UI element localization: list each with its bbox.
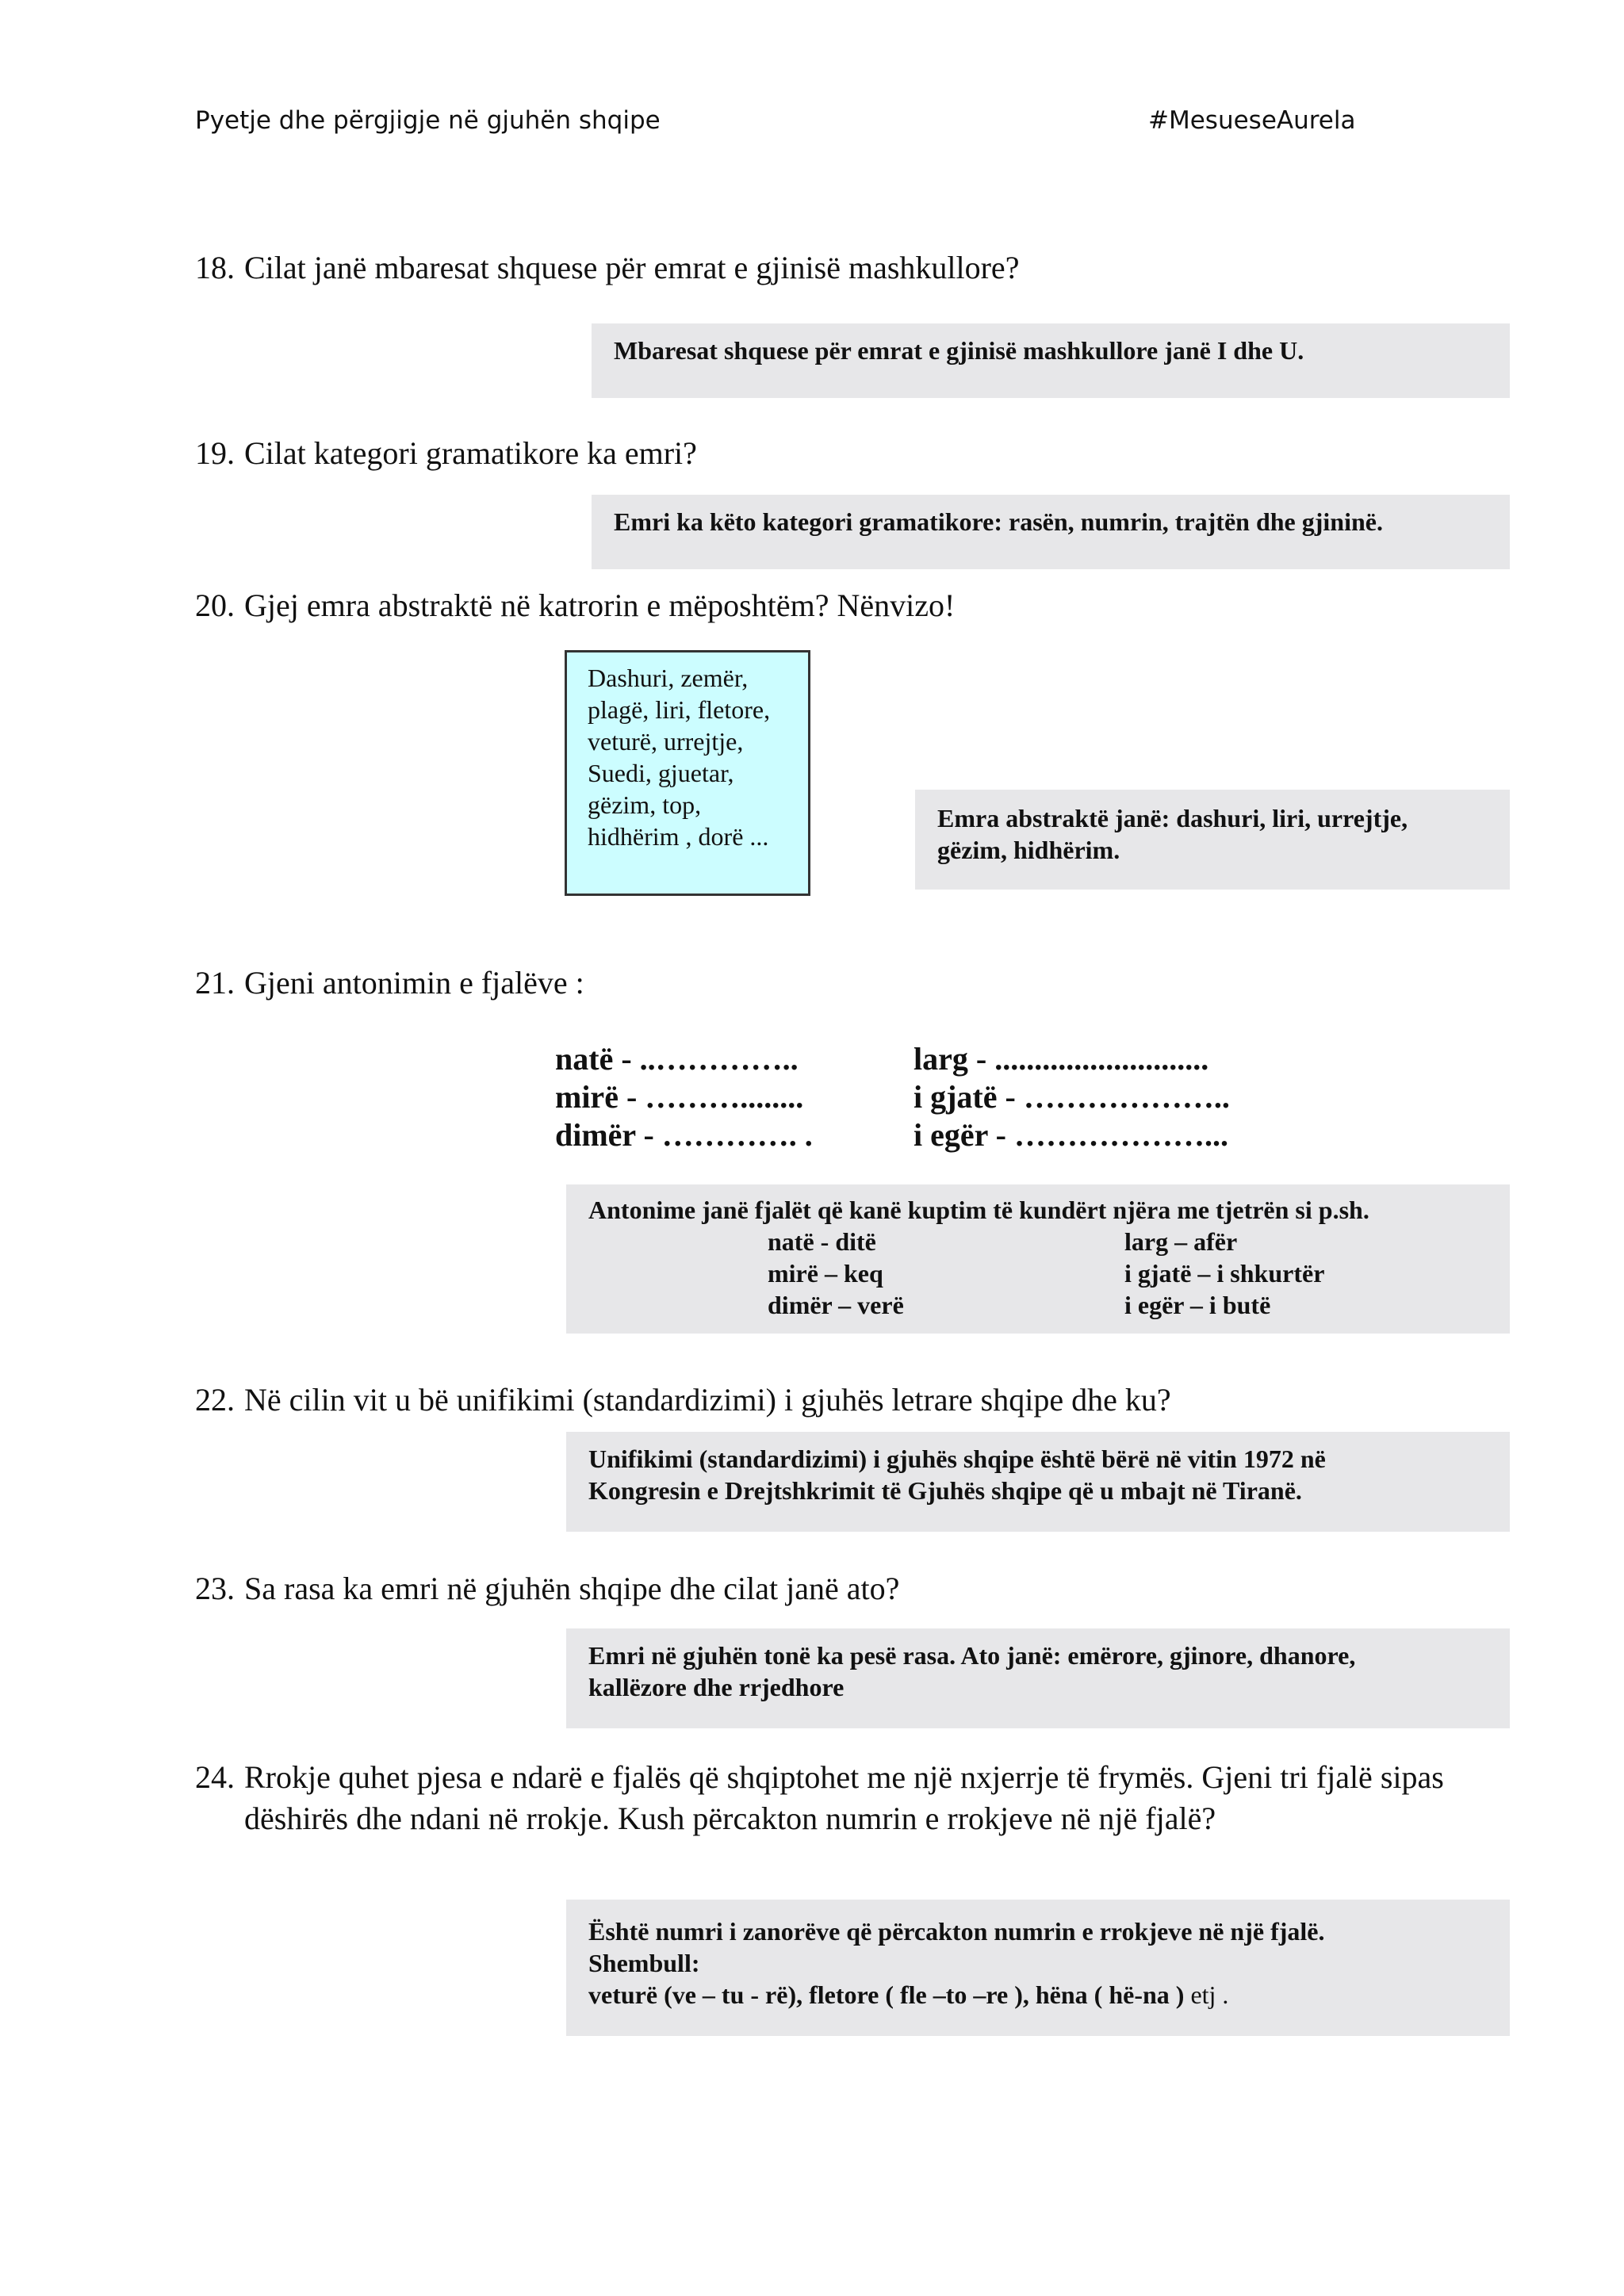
question-text: Rrokje quhet pjesa e ndarë e fjalës që shqiptohet me një nxjerrje të frymës. Gjeni tri fjalë sipas — [244, 1759, 1444, 1795]
question-23 — [195, 1568, 899, 1609]
question-text: dëshirës dhe ndani në rrokje. Kush përcakton numrin e rrokjeve në një fjalë? — [244, 1800, 1216, 1836]
answer-text: kallëzore dhe rrjedhore — [588, 1673, 845, 1701]
answer-text: Kongresin e Drejtshkrimit të Gjuhës shqipe që u mbajt në Tiranë. — [588, 1476, 1302, 1505]
answer-text: Emri në gjuhën tonë ka pesë rasa. Ato janë: emërore, gjinore, dhanore, — [588, 1641, 1356, 1670]
header-hashtag: #MesueseAurela — [1148, 106, 1356, 135]
exercise-item: natë - ..………….. — [555, 1041, 799, 1077]
word-box-line: hidhërim , dorë ... — [588, 822, 769, 851]
question-number: 18. — [195, 250, 235, 285]
answer-box-18 — [592, 323, 1510, 398]
exercise-item: dimër - …………. . — [555, 1117, 813, 1153]
question-text: Sa rasa ka emri në gjuhën shqipe dhe cilat janë ato? — [244, 1571, 900, 1606]
word-box-line: plagë, liri, fletore, — [588, 695, 771, 724]
question-number: 24. — [195, 1759, 235, 1795]
antonym-pair: mirë – keq — [768, 1259, 883, 1288]
antonym-row — [588, 1257, 1510, 1289]
word-box-line: Dashuri, zemër, — [588, 664, 749, 692]
answer-text: gëzim, hidhërim. — [937, 836, 1120, 864]
question-22 — [195, 1380, 1171, 1421]
exercise-item: i egër - ………………... — [914, 1117, 1228, 1153]
question-number: 22. — [195, 1382, 235, 1418]
question-number: 20. — [195, 587, 235, 623]
answer-text: Mbaresat shquese për emrat e gjinisë mashkullore janë I dhe U. — [614, 336, 1304, 365]
antonym-pair: i gjatë – i shkurtër — [1124, 1259, 1325, 1288]
header-title: Pyetje dhe përgjigje në gjuhën shqipe — [195, 106, 661, 135]
question-number: 23. — [195, 1571, 235, 1606]
antonym-pair: i egër – i butë — [1124, 1291, 1271, 1319]
antonym-pair: dimër – verë — [768, 1291, 904, 1319]
question-text: Gjej emra abstraktë në katrorin e mëposhtëm? Nënvizo! — [244, 587, 956, 623]
exercise-item: i gjatë - ……………….. — [914, 1079, 1230, 1115]
exercise-right-column — [914, 1040, 1230, 1154]
answer-text: Emra abstraktë janë: dashuri, liri, urrejtje, — [937, 804, 1408, 832]
question-18 — [195, 247, 1019, 289]
answer-box-22 — [566, 1432, 1510, 1532]
answer-example — [588, 1979, 1510, 2011]
question-19 — [195, 433, 697, 474]
answer-text: Unifikimi (standardizimi) i gjuhës shqipe është bërë në vitin 1972 në — [588, 1445, 1326, 1473]
answer-box-24 — [566, 1900, 1510, 2036]
question-number: 19. — [195, 435, 235, 471]
example-syllables: veturë (ve – tu - rë), fletore ( fle –to –re ), hëna ( hë-na ) — [588, 1980, 1185, 2009]
answer-text: Është numri i zanorëve që përcakton numrin e rrokjeve në një fjalë. — [588, 1917, 1325, 1946]
exercise-item: larg - ........................... — [914, 1041, 1209, 1077]
question-24 — [195, 1757, 1444, 1839]
question-21 — [195, 962, 584, 1004]
antonym-row — [588, 1289, 1510, 1321]
question-text: Në cilin vit u bë unifikimi (standardizimi) i gjuhës letrare shqipe dhe ku? — [244, 1382, 1171, 1418]
exercise-left-column — [555, 1040, 813, 1154]
word-box-line: gëzim, top, — [588, 790, 702, 819]
question-number: 21. — [195, 965, 235, 1001]
word-box-line: veturë, urrejtje, — [588, 727, 744, 756]
antonym-pair: natë - ditë — [768, 1227, 876, 1256]
question-20 — [195, 585, 955, 626]
antonym-row — [588, 1226, 1510, 1257]
answer-text: Emri ka këto kategori gramatikore: rasën, numrin, trajtën dhe gjininë. — [614, 507, 1383, 536]
answer-box-20 — [915, 790, 1510, 890]
answer-box-19 — [592, 495, 1510, 569]
word-box-line: Suedi, gjuetar, — [588, 759, 734, 787]
answer-box-21 — [566, 1184, 1510, 1334]
answer-text: Shembull: — [588, 1949, 700, 1977]
example-tail: etj . — [1184, 1980, 1229, 2009]
answer-box-23 — [566, 1628, 1510, 1728]
question-text: Cilat kategori gramatikore ka emri? — [244, 435, 697, 471]
word-box — [565, 650, 810, 896]
answer-intro: Antonime janë fjalët që kanë kuptim të kundërt njëra me tjetrën si p.sh. — [588, 1196, 1369, 1224]
antonym-pair: larg – afër — [1124, 1227, 1238, 1256]
question-text: Gjeni antonimin e fjalëve : — [244, 965, 584, 1001]
exercise-item: mirë - ………........ — [555, 1079, 804, 1115]
question-text: Cilat janë mbaresat shquese për emrat e gjinisë mashkullore? — [244, 250, 1020, 285]
